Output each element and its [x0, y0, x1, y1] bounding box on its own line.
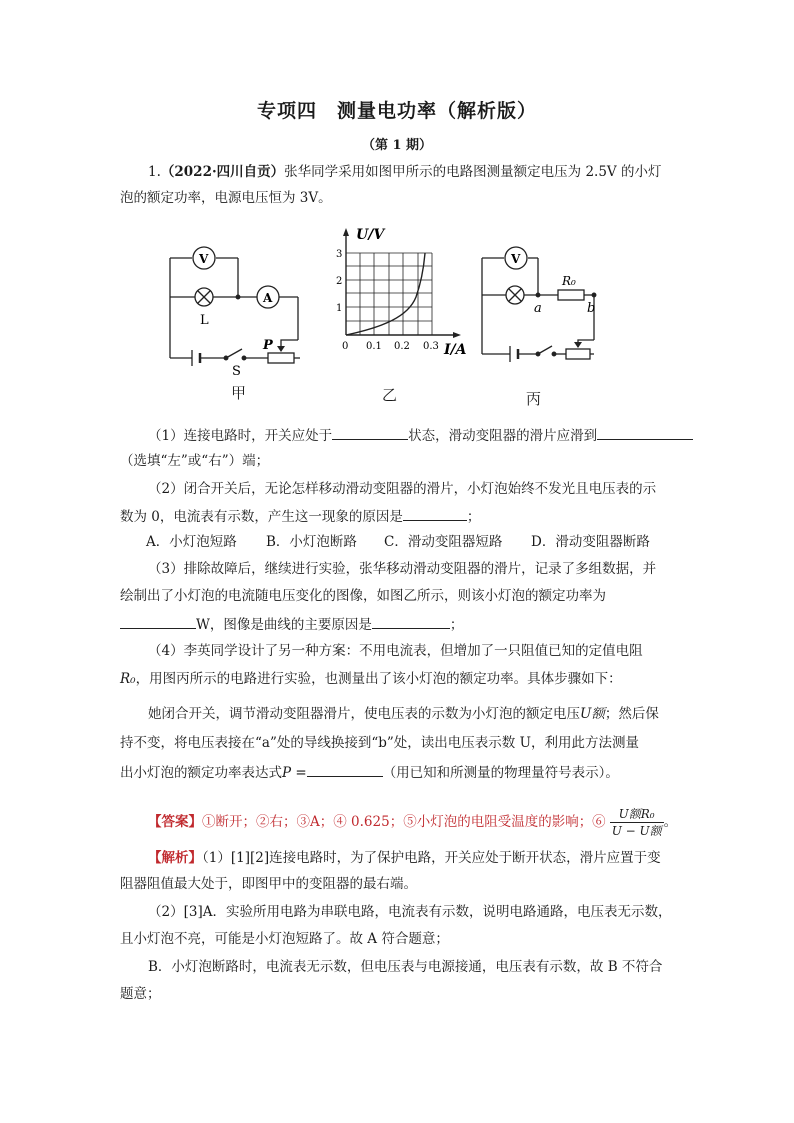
part4-text: 她闭合开关，调节滑动变阻器滑片，使电压表的示数为小灯泡的额定电压: [148, 706, 580, 722]
part3-line-3: [120, 613, 680, 635]
part3-line-1: （3）排除故障后，继续进行实验，张华移动滑动变阻器的滑片，记录了多组数据，并: [148, 561, 657, 577]
resistor-label: R₀: [562, 274, 576, 288]
figure-bing-circuit: [470, 240, 610, 375]
fraction-numerator: U额R₀: [610, 806, 664, 823]
analysis-line-2: 阻器阻值最大处于，即图甲中的变阻器的最右端。: [120, 876, 417, 892]
part2-text: 数为 0，电流表有示数，产生这一现象的原因是: [120, 509, 403, 525]
analysis-text: （1）[1][2]连接电路时，为了保护电路，开关应处于断开状态，滑片应置于变: [202, 850, 661, 866]
option-c[interactable]: C．滑动变阻器短路: [384, 534, 503, 550]
q1-intro-line-1: [148, 162, 678, 182]
part1-text: 状态，滑动变阻器的滑片应滑到: [408, 428, 598, 444]
option-a[interactable]: A．小灯泡短路: [146, 534, 237, 550]
answer-fraction: [610, 806, 664, 839]
option-d[interactable]: D．滑动变阻器断路: [531, 534, 650, 550]
answer-blank[interactable]: [597, 424, 693, 440]
x-tick: 0.3: [423, 341, 439, 352]
slider-label: P: [263, 338, 273, 353]
part1-text: （1）连接电路时，开关应处于: [148, 428, 333, 444]
part4-line-4: 持不变，将电压表接在“a”处的导线换接到“b”处，读出电压表示数 U，利用此方法测量: [120, 735, 639, 751]
answer-blank[interactable]: [120, 613, 196, 629]
part4-line-3: [148, 704, 678, 724]
x-tick: 0.2: [394, 341, 410, 352]
analysis-line-1: [148, 848, 678, 868]
figure-jia-circuit: [150, 225, 310, 375]
voltmeter-label: V: [511, 252, 521, 266]
graph-ylabel: U/V: [356, 227, 385, 243]
page-title: 专项四 测量电功率（解析版）: [256, 100, 537, 122]
analysis-line-6: 题意；: [120, 986, 161, 1002]
analysis-label: 【解析】: [148, 850, 202, 866]
part2-text: ；: [466, 509, 481, 525]
ammeter-label: A: [263, 291, 273, 305]
y-tick: 2: [336, 276, 343, 287]
graph-xlabel: I/A: [444, 342, 467, 358]
point-b-label: b: [587, 301, 596, 316]
part3-text: W，图像是曲线的主要原因是: [196, 617, 372, 633]
part3-text: ；: [449, 617, 464, 633]
part4-text: ，用图丙所示的电路进行实验，也测量出了该小灯泡的额定功率。具体步骤如下：: [135, 671, 622, 687]
switch-label: S: [232, 364, 241, 375]
part4-text: 出小灯泡的额定功率表达式: [120, 765, 282, 781]
option-b[interactable]: B．小灯泡断路: [266, 534, 357, 550]
part1-line-2: （选填“左”或“右”）端；: [120, 453, 270, 469]
q1-intro-text: 张华同学采用如图甲所示的电路图测量额定电压为 2.5V 的小灯: [284, 164, 662, 180]
analysis-line-5: B．小灯泡断路时，电流表无示数，但电压表与电源接通，电压表有示数，故 B 不符合: [148, 959, 663, 975]
part4-text: ；然后保: [604, 706, 659, 722]
part3-line-2: 绘制出了小灯泡的电流随电压变化的图像，如图乙所示，则该小灯泡的额定功率为: [120, 588, 606, 604]
voltmeter-label: V: [199, 252, 209, 266]
figure-yi-graph: [328, 225, 478, 360]
answer-blank[interactable]: [403, 505, 467, 521]
lamp-label: L: [200, 313, 209, 328]
y-tick: 3: [336, 249, 343, 260]
figure-bing-label: 丙: [526, 390, 542, 408]
q1-number: 1.: [148, 164, 161, 180]
y-tick: 1: [336, 303, 343, 314]
answer-blank[interactable]: [307, 761, 383, 777]
r0-symbol: R₀: [120, 671, 136, 687]
x-tick: 0.1: [366, 341, 382, 352]
x-tick: 0: [342, 341, 349, 352]
answer-label: 【答案】: [148, 814, 202, 830]
q1-intro-line-2: 泡的额定功率，电源电压恒为 3V。: [120, 190, 332, 206]
u-rated-symbol: U额: [580, 706, 605, 722]
figure-jia-label: 甲: [231, 384, 247, 402]
issue-number: （第 1 期）: [361, 138, 433, 153]
part2-line-1: （2）闭合开关后，无论怎样移动滑动变阻器的滑片，小灯泡始终不发光且电压表的示: [148, 481, 657, 497]
part4-line-5: [120, 761, 680, 783]
answer-blank[interactable]: [332, 424, 408, 440]
q1-source: （2022·四川自贡）: [160, 164, 285, 180]
part4-text: （用已知和所测量的物理量符号表示）。: [382, 765, 619, 781]
fraction-denominator: U − U额: [611, 824, 662, 838]
answer-blank[interactable]: [372, 613, 450, 629]
part1-line-1: [148, 424, 678, 446]
figure-yi-label: 乙: [382, 386, 398, 404]
analysis-line-3: （2）[3]A．实验所用电路为串联电路，电流表有示数，说明电路通路，电压表无示数，: [148, 904, 672, 920]
part4-line-1: （4）李英同学设计了另一种方案：不用电流表，但增加了一只阻值已知的定值电阻: [148, 643, 643, 659]
answer-line: 【答案】①断开；②右；③A；④ 0.625；⑤小灯泡的电阻受温度的影响；⑥ $\frac{\text{U额R₀}}{\text{U − U额}}$ 。: [148, 807, 678, 838]
analysis-line-4: 且小灯泡不亮，可能是小灯泡短路了。故 A 符合题意；: [120, 931, 449, 947]
answer-text: ①断开；②右；③A；④ 0.625；⑤小灯泡的电阻受温度的影响；⑥: [202, 814, 606, 830]
part2-line-2: [120, 505, 680, 527]
part4-line-2: [120, 669, 680, 689]
point-a-label: a: [534, 301, 542, 316]
power-symbol: P =: [282, 765, 307, 781]
